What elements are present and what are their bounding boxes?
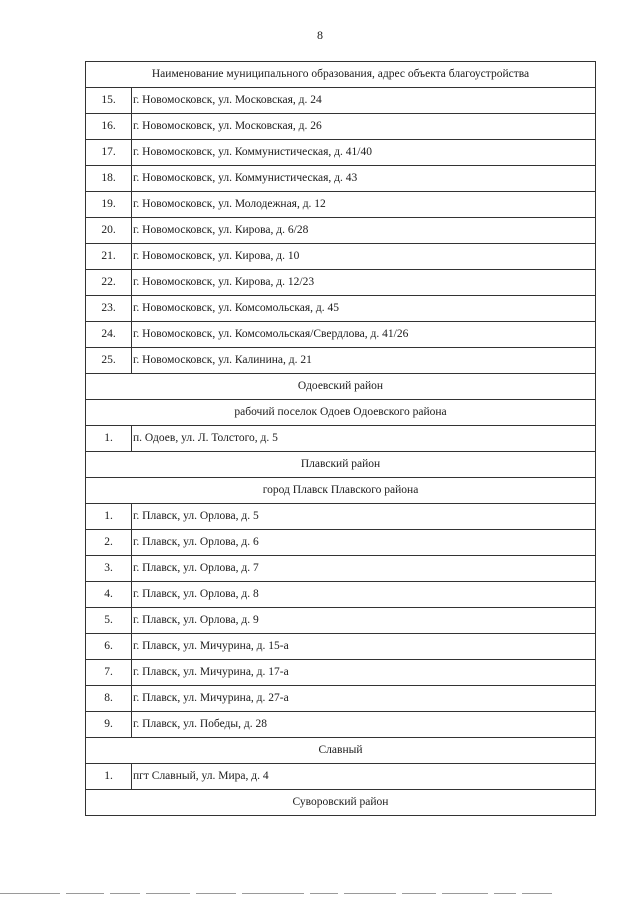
- section-row: [86, 374, 596, 400]
- row-number: 19.: [86, 192, 132, 218]
- table-row: [86, 608, 596, 634]
- object-address: г. Плавск, ул. Мичурина, д. 17-а: [132, 660, 596, 686]
- section-title: Плавский район: [86, 452, 596, 478]
- object-address: г. Новомосковск, ул. Коммунистическая, д. 43: [132, 166, 596, 192]
- object-address: г. Новомосковск, ул. Кирова, д. 12/23: [132, 270, 596, 296]
- table-row: [86, 218, 596, 244]
- table-row: [86, 660, 596, 686]
- row-number: 8.: [86, 686, 132, 712]
- object-address: г. Плавск, ул. Орлова, д. 5: [132, 504, 596, 530]
- object-address: г. Плавск, ул. Мичурина, д. 27-а: [132, 686, 596, 712]
- row-number: 1.: [86, 426, 132, 452]
- object-address: г. Новомосковск, ул. Кирова, д. 10: [132, 244, 596, 270]
- table-row: [86, 426, 596, 452]
- row-number: 7.: [86, 660, 132, 686]
- row-number: 1.: [86, 504, 132, 530]
- table-row: [86, 166, 596, 192]
- object-address: г. Новомосковск, ул. Коммунистическая, д. 41/40: [132, 140, 596, 166]
- section-title: рабочий поселок Одоев Одоевского района: [86, 400, 596, 426]
- row-number: 4.: [86, 582, 132, 608]
- table-row: [86, 582, 596, 608]
- table-row: [86, 504, 596, 530]
- object-address: г. Плавск, ул. Победы, д. 28: [132, 712, 596, 738]
- table-row: [86, 712, 596, 738]
- section-title: Славный: [86, 738, 596, 764]
- row-number: 6.: [86, 634, 132, 660]
- row-number: 24.: [86, 322, 132, 348]
- object-address: г. Плавск, ул. Мичурина, д. 15-а: [132, 634, 596, 660]
- table-header: Наименование муниципального образования, адрес объекта благоустройства: [86, 62, 596, 88]
- table-body: [86, 62, 596, 816]
- table-row: [86, 244, 596, 270]
- section-title: Суворовский район: [86, 790, 596, 816]
- object-address: г. Новомосковск, ул. Московская, д. 24: [132, 88, 596, 114]
- table-row: [86, 322, 596, 348]
- table-row: [86, 296, 596, 322]
- section-row: [86, 790, 596, 816]
- object-address: г. Плавск, ул. Орлова, д. 6: [132, 530, 596, 556]
- row-number: 15.: [86, 88, 132, 114]
- row-number: 2.: [86, 530, 132, 556]
- row-number: 22.: [86, 270, 132, 296]
- table-row: [86, 764, 596, 790]
- table-row: [86, 634, 596, 660]
- row-number: 1.: [86, 764, 132, 790]
- objects-table: [85, 61, 596, 816]
- object-address: г. Новомосковск, ул. Комсомольская, д. 45: [132, 296, 596, 322]
- table-row: [86, 192, 596, 218]
- row-number: 23.: [86, 296, 132, 322]
- object-address: г. Новомосковск, ул. Калинина, д. 21: [132, 348, 596, 374]
- object-address: г. Плавск, ул. Орлова, д. 9: [132, 608, 596, 634]
- object-address: г. Плавск, ул. Орлова, д. 7: [132, 556, 596, 582]
- row-number: 9.: [86, 712, 132, 738]
- row-number: 5.: [86, 608, 132, 634]
- row-number: 3.: [86, 556, 132, 582]
- row-number: 20.: [86, 218, 132, 244]
- section-title: город Плавск Плавского района: [86, 478, 596, 504]
- table-row: [86, 556, 596, 582]
- section-row: [86, 738, 596, 764]
- object-address: г. Новомосковск, ул. Кирова, д. 6/28: [132, 218, 596, 244]
- row-number: 21.: [86, 244, 132, 270]
- table-row: [86, 140, 596, 166]
- section-row: [86, 478, 596, 504]
- object-address: г. Новомосковск, ул. Комсомольская/Свердлова, д. 41/26: [132, 322, 596, 348]
- row-number: 17.: [86, 140, 132, 166]
- scan-artifact: [0, 893, 640, 897]
- table-row: [86, 686, 596, 712]
- table-row: [86, 270, 596, 296]
- table-row: [86, 348, 596, 374]
- table-row: [86, 88, 596, 114]
- table-row: [86, 114, 596, 140]
- row-number: 16.: [86, 114, 132, 140]
- object-address: г. Плавск, ул. Орлова, д. 8: [132, 582, 596, 608]
- table-row: [86, 530, 596, 556]
- object-address: г. Новомосковск, ул. Московская, д. 26: [132, 114, 596, 140]
- section-title: Одоевский район: [86, 374, 596, 400]
- row-number: 18.: [86, 166, 132, 192]
- object-address: г. Новомосковск, ул. Молодежная, д. 12: [132, 192, 596, 218]
- object-address: п. Одоев, ул. Л. Толстого, д. 5: [132, 426, 596, 452]
- object-address: пгт Славный, ул. Мира, д. 4: [132, 764, 596, 790]
- section-row: [86, 452, 596, 478]
- table-header-row: [86, 62, 596, 88]
- row-number: 25.: [86, 348, 132, 374]
- page-number: 8: [317, 28, 323, 42]
- section-row: [86, 400, 596, 426]
